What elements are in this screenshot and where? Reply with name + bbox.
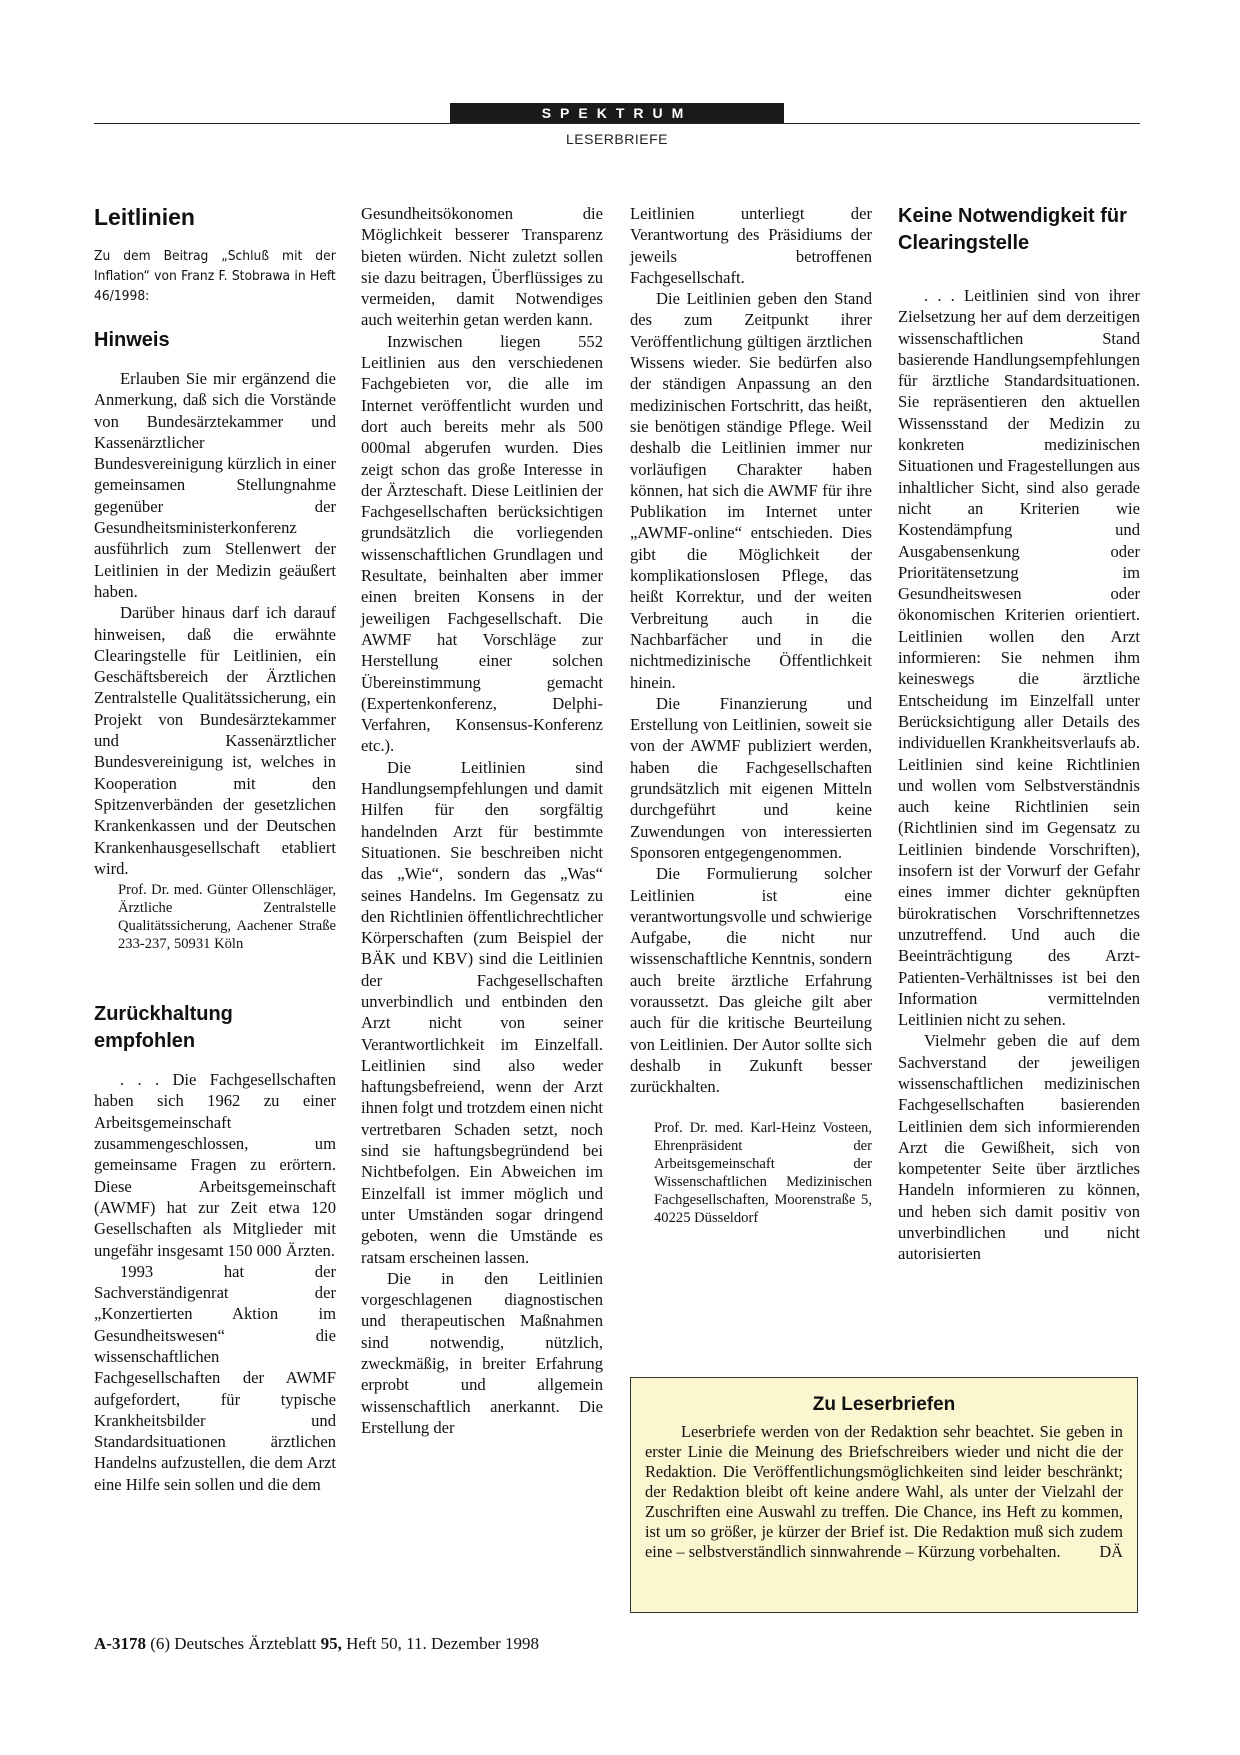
letter-heading-clearingstelle: Keine Notwendigkeit für Clearingstelle <box>898 205 1127 254</box>
paragraph: 1993 hat der Sachverständigenrat der „Konzertierten Aktion im Gesundheitswesen“ die wissenschaftlichen Fachgesellschaften der AWMF aufgefordert, für typische Krankheitsbilder und Standardsituationen ärztlichen Handelns aufzustellen, die dem Arzt eine Hilfe sein sollen und die dem <box>94 1261 336 1494</box>
notice-box <box>630 1377 1138 1613</box>
article-title: Leitlinien <box>94 204 195 230</box>
column-3 <box>630 203 872 1227</box>
paragraph: Gesundheitsökonomen die Möglichkeit besserer Transparenz bieten würden. Nicht zuletzt sollen sie dazu beitragen, Überflüssiges zu vermeiden, damit Notwendiges auch weiterhin getan werden kann. <box>361 204 603 330</box>
letter-heading-hinweis: Hinweis <box>94 329 170 351</box>
page-footer <box>94 1634 539 1654</box>
header-rule <box>94 123 1140 124</box>
paragraph: Leitlinien unterliegt der Verantwortung des Präsidiums der jeweils betroffenen Fachgesellschaft. <box>630 204 872 287</box>
notice-box-text <box>645 1422 1123 1562</box>
issue-suffix: Heft 50, 11. Dezember 1998 <box>346 1634 540 1653</box>
article-intro: Zu dem Beitrag „Schluß mit der Inflation“ von Franz F. Stobrawa in Heft 46/1998: <box>94 249 336 304</box>
paragraph: . . . Leitlinien sind von ihrer Zielsetzung her auf dem derzeitigen wissenschaftlichen Stand basierende Handlungsempfehlungen für ärztliche Standardsituationen. Sie repräsentieren den aktuellen Wissensstand der Medizin zu konkreten medizinischen Situationen und Fragestellungen aus inhaltlicher Sicht, sind also gerade nicht an Kriterien wie Kostendämpfung und Ausgabensenkung oder Prioritätensetzung im Gesundheitswesen oder ökonomischen Kriterien orientiert. Leitlinien wollen den Arzt informieren: Sie nehmen ihm keineswegs die ärztliche Entscheidung im Einzelfall unter Berücksichtigung aller Details des individuellen Krankheitsverlaufs ab. Leitlinien sind keine Richtlinien und wollen vom Selbstverständnis auch keine Richtlinien sein (Richtlinien sind im Gegensatz zu Leitlinien bindende Vorschriften), insofern ist der Vorwurf der Gefahr eines immer dichter geknüpften bürokratischen Vorschriftennetzes unzutreffend. Und auch die Beeinträchtigung des Arzt-Patienten-Verhältnisses ist bei den Information vermittelnden Leitlinien nicht zu sehen. <box>898 286 1140 1030</box>
paragraph: Die Leitlinien sind Handlungsempfehlungen und damit Hilfen für den sorgfältig handelnden Arzt für bestimmte Situationen. Sie beschreiben nicht das „Wie“, sondern das „Was“ seines Handelns. Im Gegensatz zu den Richtlinien öffentlichrechtlicher Körperschaften (zum Beispiel der BÄK und KBV) sind die Leitlinien der Fachgesellschaften unverbindlich und entbinden den Arzt nicht von seiner Verantwortlichkeit im Einzelfall. Leitlinien sind also weder haftungsbefreiend, wenn der Arzt ihnen folgt und trotzdem einen nicht vertretbaren Schaden setzt, noch sind sie haftungsbegründend bei Nichtbefolgen. Ein Abweichen im Einzelfall ist immer möglich und unter Umständen sogar dringend geboten, wenn die Umstände es ratsam erscheinen lassen. <box>361 757 603 1267</box>
notice-box-title: Zu Leserbriefen <box>812 1394 956 1415</box>
paragraph: . . . Die Fachgesellschaften haben sich 1962 zu einer Arbeitsgemeinschaft zusammengeschlossen, um gemeinsame Fragen zu erörtern. Diese Arbeitsgemeinschaft (AWMF) hat zur Zeit etwa 120 Gesellschaften als Mitglieder mit ungefähr insgesamt 150 000 Ärzten. <box>94 1070 336 1260</box>
paragraph: Erlauben Sie mir ergänzend die Anmerkung, daß sich die Vorstände von Bundesärztekammer und Kassenärztlicher Bundesvereinigung kürzlich in einer gemeinsamen Stellungnahme gegenüber der Gesundheitsministerkonferenz ausführlich zum Stellenwert der Leitlinien in der Medizin geäußert haben. <box>94 369 336 601</box>
signature-vosteen: Prof. Dr. med. Karl-Heinz Vosteen, Ehrenpräsident der Arbeitsgemeinschaft der Wissenschaftlichen Medizinischen Fachgesellschaften, Moorenstraße 5, 40225 Düsseldorf <box>654 1120 872 1227</box>
volume-number: 95, <box>320 1634 342 1653</box>
paragraph: Darüber hinaus darf ich darauf hinweisen, daß die erwähnte Clearingstelle für Leitlinien, ein Geschäftsbereich der Ärztlichen Zentralstelle Qualitätssicherung, ein Projekt von Bundesärztekammer und Kassenärztlicher Bundesvereinigung ist, welches in Kooperation mit den Spitzenverbänden der gesetzlichen Krankenkassen und der Deutschen Krankenhausgesellschaft etabliert wird. <box>94 603 336 878</box>
paragraph: Die Formulierung solcher Leitlinien ist eine verantwortungsvolle und schwierige Aufgabe, die nicht nur wissenschaftliche Kenntnis, sondern auch breite ärztliche Erfahrung voraussetzt. Das gleiche gilt aber auch für die kritische Beurteilung von Leitlinien. Der Autor sollte sich deshalb in Zukunft besser zurückhalten. <box>630 864 872 1097</box>
paragraph: Die Leitlinien geben den Stand des zum Zeitpunkt ihrer Veröffentlichung gültigen ärztlichen Wissens wieder. Sie bedürfen also der ständigen Anpassung an den medizinischen Fortschritt, das heißt, sie benötigen ständige Pflege. Weil deshalb die Leitlinien immer nur vorläufigen Charakter haben können, hat sich die AWMF für ihre Publikation im Internet unter „AWMF-online“ entschieden. Dies gibt die Möglichkeit der komplikationslosen Pflege, das heißt Korrektur, und der weiten Verbreitung auch in die Nachbarfächer und in die nichtmedizinische Öffentlichkeit hinein. <box>630 289 872 692</box>
paragraph: Die Finanzierung und Erstellung von Leitlinien, soweit sie von der AWMF publiziert werden, haben die Fachgesellschaften grundsätzlich mit eigenen Mitteln durchgeführt und keine Zuwendungen von interessierten Sponsoren entgegengenommen. <box>630 693 872 862</box>
section-bar: SPEKTRUM <box>450 103 784 123</box>
notice-box-body: Leserbriefe werden von der Redaktion sehr beachtet. Sie geben in erster Linie die Meinung des Briefschreibers wieder und nicht die der Redaktion. Die Veröffentlichungsmöglichkeiten sind leider beschränkt; der Redaktion bleibt oft keine andere Wahl, als unter der Vielzahl der Zuschriften eine Auswahl zu treffen. Die Chance, ins Heft zu kommen, ist um so größer, je kürzer der Brief ist. Die Redaktion muß sich zudem eine – selbstverständlich sinnwahrende – Kürzung vorbehalten. <box>645 1422 1123 1561</box>
issue-prefix: (6) Deutsches Ärzteblatt <box>150 1634 317 1653</box>
paragraph: Inzwischen liegen 552 Leitlinien aus den verschiedenen Fachgebieten vor, die alle im Internet veröffentlicht wurden und dort auch bereits mehr als 500 000mal abgerufen wurden. Dies zeigt schon das große Interesse in der Ärzteschaft. Diese Leitlinien der Fachgesellschaften berücksichtigen grundsätzlich die vorliegenden wissenschaftlichen Grundlagen und Resultate, beinhalten aber immer einen breiten Konsens in der jeweiligen Fachgesellschaft. Die AWMF hat Vorschläge zur Herstellung einer solchen Übereinstimmung gemacht (Expertenkonferenz, Delphi-Verfahren, Konsensus-Konferenz etc.). <box>361 331 603 756</box>
notice-box-sign: DÄ <box>1099 1542 1123 1561</box>
signature-ollenschlaeger: Prof. Dr. med. Günter Ollenschläger, Ärztliche Zentralstelle Qualitätssicherung, Aachener Straße 233-237, 50931 Köln <box>118 882 336 953</box>
paragraph: Vielmehr geben die auf dem Sachverstand der jeweiligen wissenschaftlichen medizinischen Fachgesellschaften basierenden Leitlinien dem sich informierenden Arzt die Gewißheit, sich von kompetenter Seite über ärztliches Handeln informieren zu können, und heben sich damit positiv von unverbindlichen und nicht autorisierten <box>898 1031 1140 1264</box>
paragraph: Die in den Leitlinien vorgeschlagenen diagnostischen und therapeutischen Maßnahmen sind notwendig, nützlich, zweckmäßig, in breiter Erfahrung erprobt und allgemein wissenschaftlich anerkannt. Die Erstellung der <box>361 1268 603 1437</box>
column-4 <box>898 203 1140 1265</box>
column-1 <box>94 203 336 1495</box>
page-number: A-3178 <box>94 1634 146 1653</box>
column-2 <box>361 203 603 1438</box>
subsection-label: LESERBRIEFE <box>566 131 668 147</box>
letter-heading-zurueckhaltung: Zurückhaltung empfohlen <box>94 1003 233 1053</box>
